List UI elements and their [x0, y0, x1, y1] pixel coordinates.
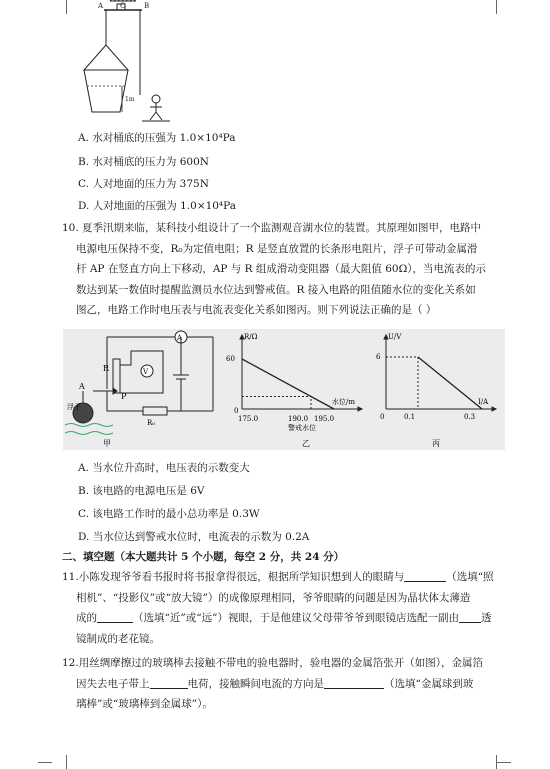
crop-mark-top-left	[52, 0, 67, 14]
section-heading-fill-blank: 二、填空题（本大题共计 5 个小题，每空 2 分，共 24 分）	[62, 551, 345, 563]
q9-option-d: D. 人对地面的压强为 1.0×10⁴Pa	[78, 200, 236, 212]
q10-option-d: D. 当水位达到警戒水位时，电流表的示数为 0.2A	[78, 531, 310, 543]
fig-yi-caption: 乙	[302, 439, 310, 448]
yi-xtick-175: 175.0	[238, 415, 259, 423]
yi-xtick-195: 195.0	[314, 415, 335, 423]
q10-option-a: A. 当水位升高时，电压表的示数变大	[78, 462, 250, 474]
yi-series-line	[242, 359, 334, 409]
yi-xtick-190: 190.0	[288, 415, 309, 423]
bing-xlabel: I/A	[478, 398, 489, 406]
q11-blank-3[interactable]	[459, 610, 481, 623]
fig-bing-caption: 丙	[432, 439, 440, 448]
fig-jia-caption: 甲	[103, 439, 111, 448]
q12-line-2: 因失去电子带上 电荷，接触瞬间电流的方向是 （选填“金属球到玻	[76, 677, 474, 690]
resistor-r-label: R	[103, 364, 110, 373]
yi-ylabel: R/Ω	[244, 333, 258, 341]
bing-ytick-6: 6	[376, 353, 381, 361]
crop-mark-h-br	[497, 762, 511, 763]
q12-stem	[62, 653, 502, 715]
q10-option-b: B. 该电路的电源电压是 6V	[78, 485, 205, 497]
slider-a-label: A	[79, 382, 85, 391]
lever-label-o: O	[120, 2, 126, 10]
q9-option-c: C. 人对地面的压力为 375N	[78, 178, 209, 190]
q11-line-3: 成的 （选填“近”或“远”）视眼，于是他建议父母带爷爷到眼镜店选配一副由 透	[76, 612, 492, 624]
q10-line-5: 图乙，电路工作时电压表与电流表变化关系如图丙。则下列说法正确的是（ ）	[76, 304, 437, 316]
q11-line-1: 11.小陈发现爷爷看书报时将书报拿得很远，根据所学知识想到人的眼睛与 （选填“照	[62, 571, 494, 583]
q11-stem	[62, 567, 502, 649]
q11-blank-2[interactable]	[97, 610, 133, 623]
q12-blank-1[interactable]	[150, 676, 188, 689]
lever-label-a: A	[98, 2, 104, 10]
q11-blank-1[interactable]	[404, 569, 446, 582]
q10-line-4: 数达到某一数值时提醒监测员水位达到警戒值。R 接入电路的阻值随水位的变化关系如	[76, 283, 476, 296]
q11-line-4: 镜制成的老花镜。	[76, 632, 160, 645]
slider-p-label: P	[121, 392, 127, 401]
bing-xtick-0: 0	[380, 413, 385, 421]
chart-r-vs-level	[222, 329, 372, 450]
chart-u-vs-i	[372, 329, 505, 450]
voltmeter-label: V	[143, 368, 149, 376]
q10-line-3: 杆 AP 在竖直方向上下移动，AP 与 R 组成滑动变阻器（最大阻值 60Ω），当电流表的示	[76, 263, 487, 275]
resistor-r0-label: R₀	[147, 419, 156, 427]
q12-line-1: 12.用丝绸摩擦过的玻璃棒去接触不带电的验电器时，验电器的金属箔张开（如图），金属箔	[62, 657, 483, 669]
bucket-dim-label: 1m	[125, 96, 135, 103]
q10-option-c: C. 该电路工作时的最小总功率是 0.3W	[78, 508, 260, 520]
q9-option-b: B. 水对桶底的压力为 600N	[78, 156, 209, 168]
bing-xtick-03: 0.3	[464, 413, 476, 421]
crop-mark-top-right	[496, 0, 511, 14]
yi-ytick-60: 60	[226, 355, 235, 363]
crop-mark-h-bl	[38, 762, 52, 763]
bing-series-line	[418, 357, 482, 409]
yi-xlabel: 水位/m	[332, 398, 355, 406]
crop-mark-bottom-left	[52, 755, 67, 769]
q11-line-2: 相机”、“投影仪”或“放大镜”）的成像原理相同，爷爷眼睛的问题是因为晶状体太薄造	[76, 591, 471, 604]
q10-line-1: 10. 夏季汛期来临，某科技小组设计了一个监测观音湖水位的装置。其原理如图甲，电路中	[62, 222, 482, 234]
circuit-diagram	[63, 329, 223, 450]
lever-bucket-figure	[70, 0, 180, 125]
float-label: 浮子	[67, 403, 81, 411]
q10-line-2: 电源电压保持不变，R₀为定值电阻；R 是竖直放置的长条形电阻片，浮子可带动金属滑	[76, 242, 478, 255]
yi-ytick-0: 0	[234, 407, 239, 415]
q10-stem	[62, 218, 502, 321]
ammeter-label: A	[177, 334, 183, 342]
yi-warning-label: 警戒水位	[288, 424, 316, 432]
q9-option-a: A. 水对桶底的压强为 1.0×10⁴Pa	[78, 132, 236, 144]
q12-line-3: 璃棒”或“玻璃棒到金属球”）。	[76, 698, 213, 710]
lever-label-b: B	[144, 2, 150, 10]
q12-blank-2[interactable]	[324, 676, 384, 689]
bing-ylabel: U/V	[388, 333, 402, 341]
bing-xtick-01: 0.1	[404, 413, 416, 421]
